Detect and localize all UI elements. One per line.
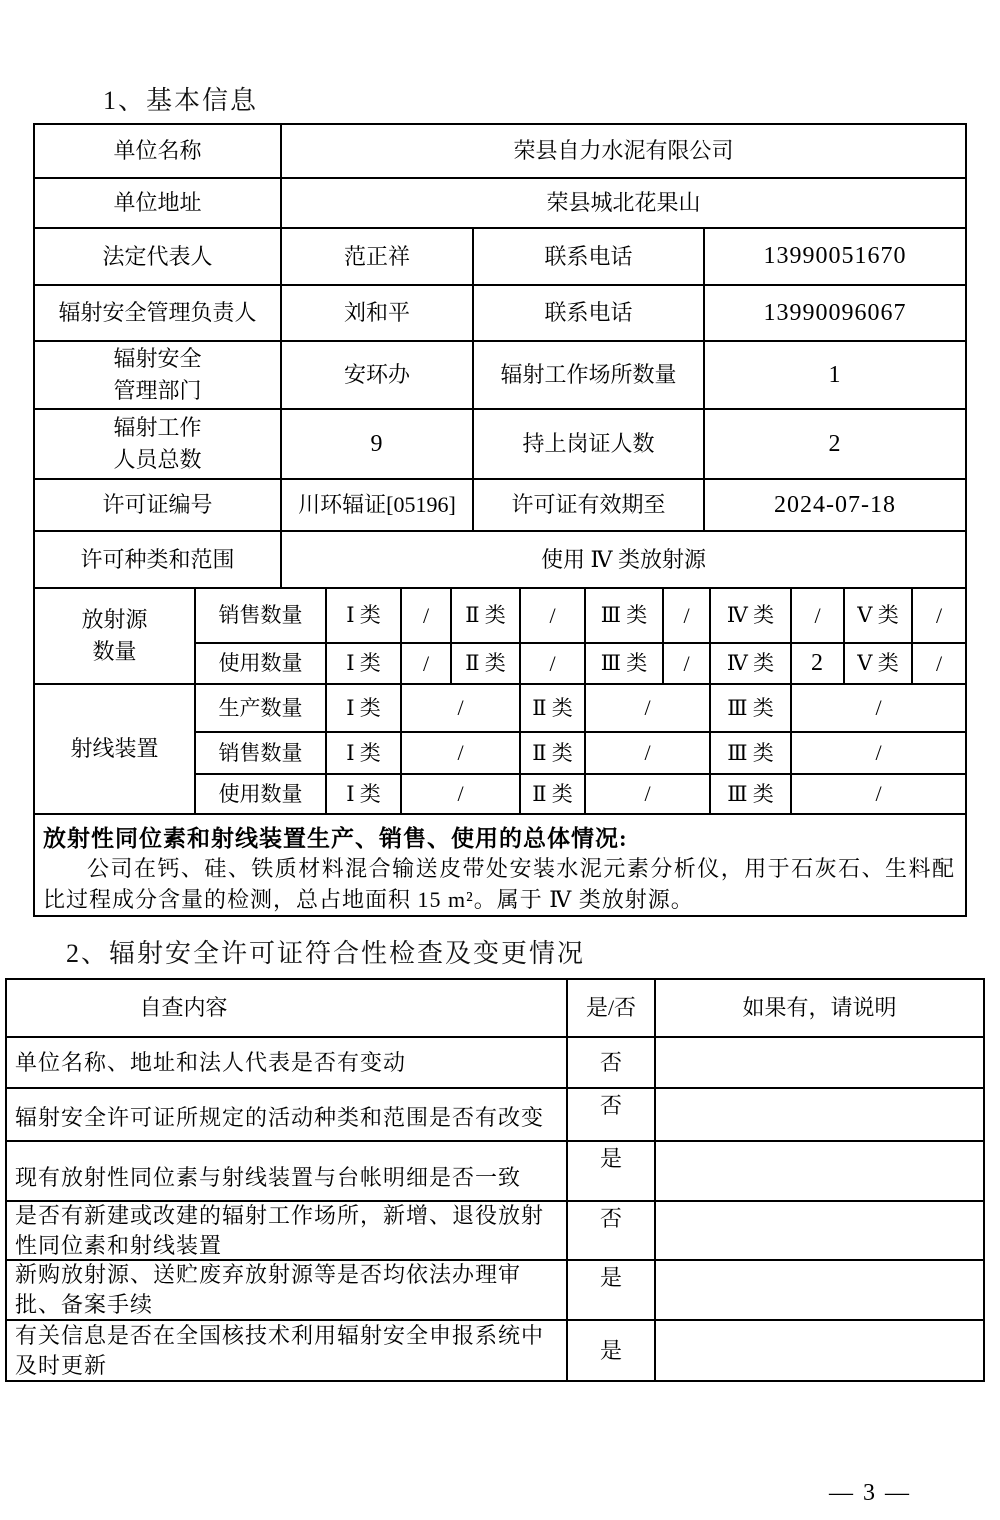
class-4-label: Ⅳ 类 — [709, 589, 790, 642]
unit-address-value: 荣县城北花果山 — [280, 179, 965, 227]
section-title-basic-info: 1、基本信息 — [103, 86, 259, 115]
license-valid-label: 许可证有效期至 — [472, 480, 703, 530]
source-use-label: 使用数量 — [194, 644, 325, 683]
basic-info-table — [33, 123, 967, 917]
radioactive-source-group-row — [35, 587, 965, 683]
class-1-label: Ⅰ 类 — [325, 733, 400, 773]
license-valid-value: 2024-07-18 — [703, 480, 965, 530]
check-question: 新购放射源、送贮废弃放射源等是否均依法办理审批、备案手续 — [15, 1262, 522, 1317]
check-note — [654, 1202, 983, 1259]
safety-manager-value: 刘和平 — [280, 286, 472, 340]
class-1-value: / — [400, 589, 450, 642]
class-4-value: / — [790, 589, 843, 642]
license-scope-label: 许可种类和范围 — [80, 546, 235, 572]
device-production-row — [194, 685, 965, 731]
class-3-value: / — [790, 775, 965, 813]
class-2-value: / — [519, 644, 584, 683]
table-row — [35, 284, 965, 340]
source-use-row — [194, 642, 965, 683]
class-5-value: / — [911, 644, 965, 683]
certified-count-value: 2 — [703, 410, 965, 478]
class-2-label: Ⅱ 类 — [519, 685, 584, 731]
workplace-count-value: 1 — [703, 342, 965, 408]
phone2-value: 13990096067 — [703, 286, 965, 340]
legal-rep-label: 法定代表人 — [102, 243, 213, 269]
class-3-label: Ⅲ 类 — [709, 775, 790, 813]
table-row — [35, 408, 965, 478]
section-title-license-check: 2、辐射安全许可证符合性检查及变更情况 — [66, 939, 586, 968]
class-1-value: / — [400, 644, 450, 683]
ray-device-subrows — [194, 685, 965, 813]
class-3-value: / — [662, 644, 709, 683]
class-3-value: / — [790, 685, 965, 731]
check-answer: 否 — [566, 1202, 654, 1259]
staff-total-label: 辐射工作 人员总数 — [113, 415, 202, 472]
table-row — [35, 478, 965, 530]
check-question: 现有放射性同位素与射线装置与台帐明细是否一致 — [15, 1165, 522, 1190]
page-number: — 3 — — [829, 1480, 911, 1506]
source-sales-row — [194, 589, 965, 642]
check-row-ledger-match — [7, 1140, 983, 1200]
check-row-system-update — [7, 1319, 983, 1380]
class-1-value: / — [400, 733, 519, 773]
class-1-value: / — [400, 775, 519, 813]
class-2-value: / — [584, 733, 709, 773]
unit-address-label: 单位地址 — [113, 190, 202, 216]
check-row-scope-change — [7, 1087, 983, 1140]
class-2-value: / — [584, 775, 709, 813]
phone1-value: 13990051670 — [703, 229, 965, 284]
check-answer: 否 — [566, 1038, 654, 1087]
class-5-value: / — [911, 589, 965, 642]
device-sales-row — [194, 731, 965, 773]
license-no-label: 许可证编号 — [102, 492, 213, 518]
class-3-label: Ⅲ 类 — [709, 685, 790, 731]
header-check-content: 自查内容 — [139, 995, 228, 1021]
check-answer: 是 — [566, 1142, 654, 1200]
check-question: 辐射安全许可证所规定的活动种类和范围是否有改变 — [15, 1105, 545, 1130]
check-note — [654, 1261, 983, 1319]
radioactive-source-subrows — [194, 589, 965, 683]
class-1-label: Ⅰ 类 — [325, 685, 400, 731]
check-row-unit-change — [7, 1036, 983, 1087]
class-4-label: Ⅳ 类 — [709, 644, 790, 683]
class-2-value: / — [584, 685, 709, 731]
class-3-label: Ⅲ 类 — [709, 733, 790, 773]
class-3-label: Ⅲ 类 — [584, 589, 662, 642]
staff-total-value: 9 — [280, 410, 472, 478]
check-note — [654, 1038, 983, 1087]
check-question: 有关信息是否在全国核技术利用辐射安全申报系统中及时更新 — [15, 1322, 545, 1378]
unit-name-label: 单位名称 — [113, 138, 202, 164]
class-2-label: Ⅱ 类 — [519, 733, 584, 773]
check-row-approval-procedures — [7, 1259, 983, 1319]
class-2-label: Ⅱ 类 — [450, 644, 519, 683]
class-5-label: Ⅴ 类 — [843, 589, 911, 642]
class-4-value: 2 — [790, 644, 843, 683]
certified-count-label: 持上岗证人数 — [472, 410, 703, 478]
check-note — [654, 1142, 983, 1200]
ray-device-group-row — [35, 683, 965, 813]
class-3-label: Ⅲ 类 — [584, 644, 662, 683]
class-5-label: Ⅴ 类 — [843, 644, 911, 683]
legal-rep-value: 范正祥 — [280, 229, 472, 284]
source-sales-label: 销售数量 — [194, 589, 325, 642]
check-note — [654, 1089, 983, 1140]
check-question: 是否有新建或改建的辐射工作场所，新增、退役放射性同位素和射线装置 — [15, 1202, 545, 1258]
device-sales-label: 销售数量 — [194, 733, 325, 773]
table-row — [35, 530, 965, 587]
table-row — [35, 177, 965, 227]
license-scope-value: 使用 Ⅳ 类放射源 — [280, 532, 965, 587]
header-note: 如果有，请说明 — [654, 980, 983, 1036]
ray-device-group-label: 射线装置 — [70, 736, 159, 762]
class-2-label: Ⅱ 类 — [450, 589, 519, 642]
check-question: 单位名称、地址和法人代表是否有变动 — [15, 1049, 407, 1075]
phone2-label: 联系电话 — [472, 286, 703, 340]
overall-situation-block — [35, 813, 965, 915]
table-row — [35, 340, 965, 408]
header-yes-no: 是/否 — [566, 980, 654, 1036]
check-table-header-row — [7, 980, 983, 1036]
safety-dept-value: 安环办 — [280, 342, 472, 408]
class-1-value: / — [400, 685, 519, 731]
self-check-table — [5, 978, 985, 1382]
class-1-label: Ⅰ 类 — [325, 589, 400, 642]
class-2-value: / — [519, 589, 584, 642]
workplace-count-label: 辐射工作场所数量 — [472, 342, 703, 408]
check-answer: 是 — [566, 1321, 654, 1380]
overall-situation-title: 放射性同位素和射线装置生产、销售、使用的总体情况: — [43, 826, 628, 851]
class-1-label: Ⅰ 类 — [325, 775, 400, 813]
table-row — [35, 125, 965, 177]
device-production-label: 生产数量 — [194, 685, 325, 731]
overall-situation-text: 公司在钙、硅、铁质材料混合输送皮带处安装水泥元素分析仪，用于石灰石、生料配比过程成分含量的检测，总占地面积 15 m²。属于 Ⅳ 类放射源。 — [43, 856, 955, 912]
radioactive-source-group-label: 放射源 数量 — [81, 607, 148, 664]
phone1-label: 联系电话 — [472, 229, 703, 284]
safety-dept-label: 辐射安全 管理部门 — [113, 346, 202, 403]
check-row-new-workplace — [7, 1200, 983, 1259]
license-no-value: 川环辐证[05196] — [280, 480, 472, 530]
class-1-label: Ⅰ 类 — [325, 644, 400, 683]
document-page — [0, 80, 1000, 1520]
device-use-row — [194, 773, 965, 813]
check-answer: 否 — [566, 1089, 654, 1140]
unit-name-value: 荣县自力水泥有限公司 — [280, 125, 965, 177]
check-note — [654, 1321, 983, 1380]
table-row — [35, 227, 965, 284]
class-3-value: / — [790, 733, 965, 773]
safety-manager-label: 辐射安全管理负责人 — [58, 300, 257, 326]
device-use-label: 使用数量 — [194, 775, 325, 813]
class-3-value: / — [662, 589, 709, 642]
check-answer: 是 — [566, 1261, 654, 1319]
class-2-label: Ⅱ 类 — [519, 775, 584, 813]
